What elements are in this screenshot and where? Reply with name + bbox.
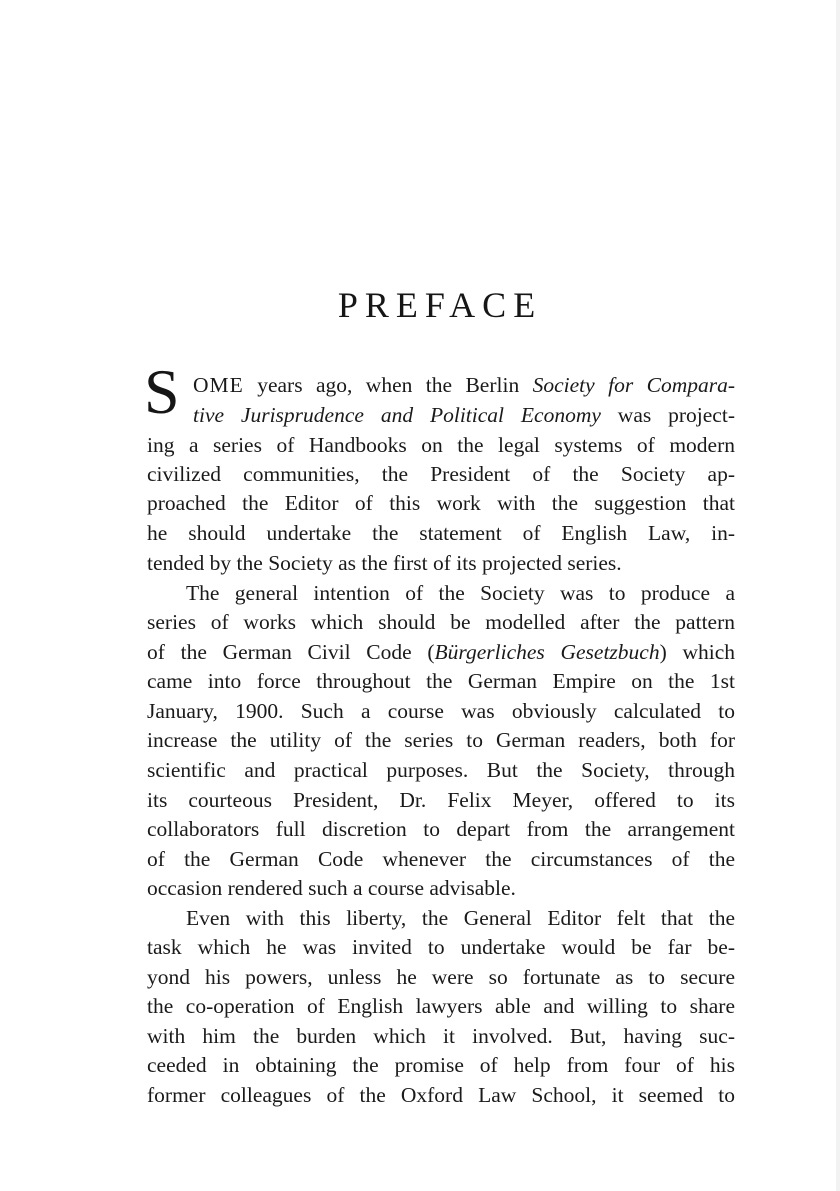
drop-cap: S: [144, 356, 180, 427]
text-line: [147, 637, 735, 667]
text-line: came into force throughout the German Empire on the 1st: [147, 669, 735, 693]
text-line: he should undertake the statement of English Law, in-: [147, 521, 735, 545]
text-line: occasion rendered such a course advisable.: [147, 876, 516, 900]
text-line: increase the utility of the series to German readers, both for: [147, 728, 735, 752]
text-run: years ago, when the Berlin: [243, 373, 533, 397]
text-line: Even with this liberty, the General Editor felt that the: [186, 906, 735, 930]
text-line: civilized communities, the President of the Society ap-: [147, 462, 735, 486]
page-title: PREFACE: [337, 285, 543, 325]
italic-run: Bürgerliches Gesetzbuch: [434, 640, 660, 664]
italic-run: Society for Compara-: [532, 373, 735, 397]
text-line: tended by the Society as the first of its projected series.: [147, 551, 622, 575]
text-run: of the German Civil Code (: [147, 640, 435, 664]
text-run: ) which: [659, 640, 736, 664]
opening-small-caps: OME: [193, 373, 244, 397]
italic-run: tive Jurisprudence and Political Economy: [193, 403, 601, 427]
text-line: of the German Code whenever the circumstances of the: [147, 847, 735, 871]
text-line: former colleagues of the Oxford Law School, it seemed to: [147, 1083, 735, 1107]
text-line: proached the Editor of this work with the suggestion that: [147, 491, 735, 515]
text-line: collaborators full discretion to depart from the arrangement: [147, 817, 735, 841]
text-line: ing a series of Handbooks on the legal systems of modern: [147, 433, 735, 457]
text-line: scientific and practical purposes. But the Society, through: [147, 758, 735, 782]
page-edge: [836, 0, 840, 1191]
text-run: was project-: [600, 403, 735, 427]
text-line: The general intention of the Society was to produce a: [186, 581, 735, 605]
text-line: ceeded in obtaining the promise of help from four of his: [147, 1053, 735, 1077]
text-line: its courteous President, Dr. Felix Meyer, offered to its: [147, 788, 735, 812]
text-line: January, 1900. Such a course was obviously calculated to: [147, 699, 735, 723]
text-line: yond his powers, unless he were so fortunate as to secure: [147, 965, 735, 989]
text-line: series of works which should be modelled after the pattern: [147, 610, 735, 634]
text-line: [193, 400, 735, 430]
text-line: the co-operation of English lawyers able and willing to share: [147, 994, 735, 1018]
text-line: [193, 370, 735, 400]
text-line: task which he was invited to undertake would be far be-: [147, 935, 735, 959]
text-line: with him the burden which it involved. But, having suc-: [147, 1024, 735, 1048]
